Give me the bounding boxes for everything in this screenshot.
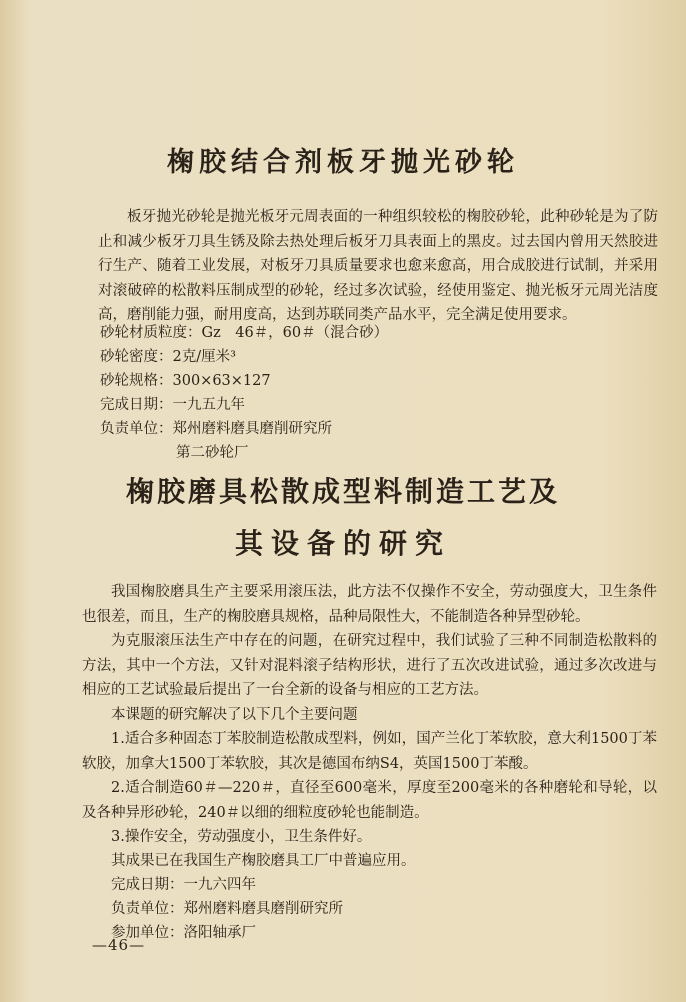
article2-paragraph-1: 我国椈胶磨具生产主要采用滚压法，此方法不仅操作不安全，劳动强度大，卫生条件也很差，而且，生产的椈胶磨具规格，品种局限性大，不能制造各种异型砂轮。: [82, 584, 657, 625]
article2-paragraph-2: 为克服滚压法生产中存在的问题，在研究过程中，我们试验了三种不同制造松散料的方法，其中一个方法，又针对混料滚子结构形状，进行了五次改进试验，通过多次改进与相应的工艺试验最后提出了一台全新的设备与相应的工艺方法。: [82, 633, 657, 698]
spec-grit: 砂轮材质粒度：Gz 46＃，60＃（混合砂）: [100, 325, 389, 341]
spec-date: 完成日期：一九五九年: [100, 397, 245, 413]
article1-body: 板牙抛光砂轮是抛光板牙元周表面的一种组织较松的椈胶砂轮，此种砂轮是为了防止和减少板牙刀具生锈及除去热处理后板牙刀具表面上的黑皮。过去国内曾用天然胶进行生产、随着工业发展，对板牙刀具质量要求也愈来愈高，用合成胶进行试制，并采用对滚破碎的松散料压制成型的砂轮，经过多次试验，经使用鉴定、抛光板牙元周光洁度高，磨削能力强，耐用度高，达到苏联同类产品水平，完全满足使用要求。: [98, 209, 658, 323]
article2-paragraph-3: 本课题的研究解决了以下几个主要问题: [111, 707, 358, 723]
page-number: —46—: [92, 936, 146, 954]
spec-density: 砂轮密度：2克/厘米³: [100, 349, 236, 365]
spec-unit-2: 第二砂轮厂: [176, 445, 249, 461]
article2-responsible-unit: 负责单位：郑州磨料磨具磨削研究所: [111, 901, 343, 917]
article2-paragraph-6: 3.操作安全，劳动强度小，卫生条件好。: [111, 829, 372, 845]
article2-completion-date: 完成日期：一九六四年: [111, 877, 256, 893]
article2-title-line1: 椈胶磨具松散成型料制造工艺及: [125, 475, 560, 508]
article1-title: 椈胶结合剂板牙抛光砂轮: [167, 147, 519, 178]
article2-paragraph-5: 2.适合制造60＃—220＃，直径至600毫米，厚度至200毫米的各种磨轮和导轮，以及各种异形砂轮，240＃以细的细粒度砂轮也能制造。: [82, 780, 657, 821]
spec-size: 砂轮规格：300×63×127: [100, 373, 271, 389]
article2-participating-unit: 参加单位：洛阳轴承厂: [111, 925, 256, 941]
article2-title-line2: 其设备的研究: [234, 527, 451, 560]
article2-paragraph-4: 1.适合多种固态丁苯胶制造松散成型料，例如，国产兰化丁苯软胶，意大利1500丁苯软胶，加拿大1500丁苯软胶，其次是德国布纳S4，英国1500丁苯酸。: [82, 731, 657, 772]
spec-unit: 负责单位：郑州磨料磨具磨削研究所: [100, 421, 332, 437]
article2-paragraph-7: 其成果已在我国生产椈胶磨具工厂中普遍应用。: [111, 853, 416, 869]
